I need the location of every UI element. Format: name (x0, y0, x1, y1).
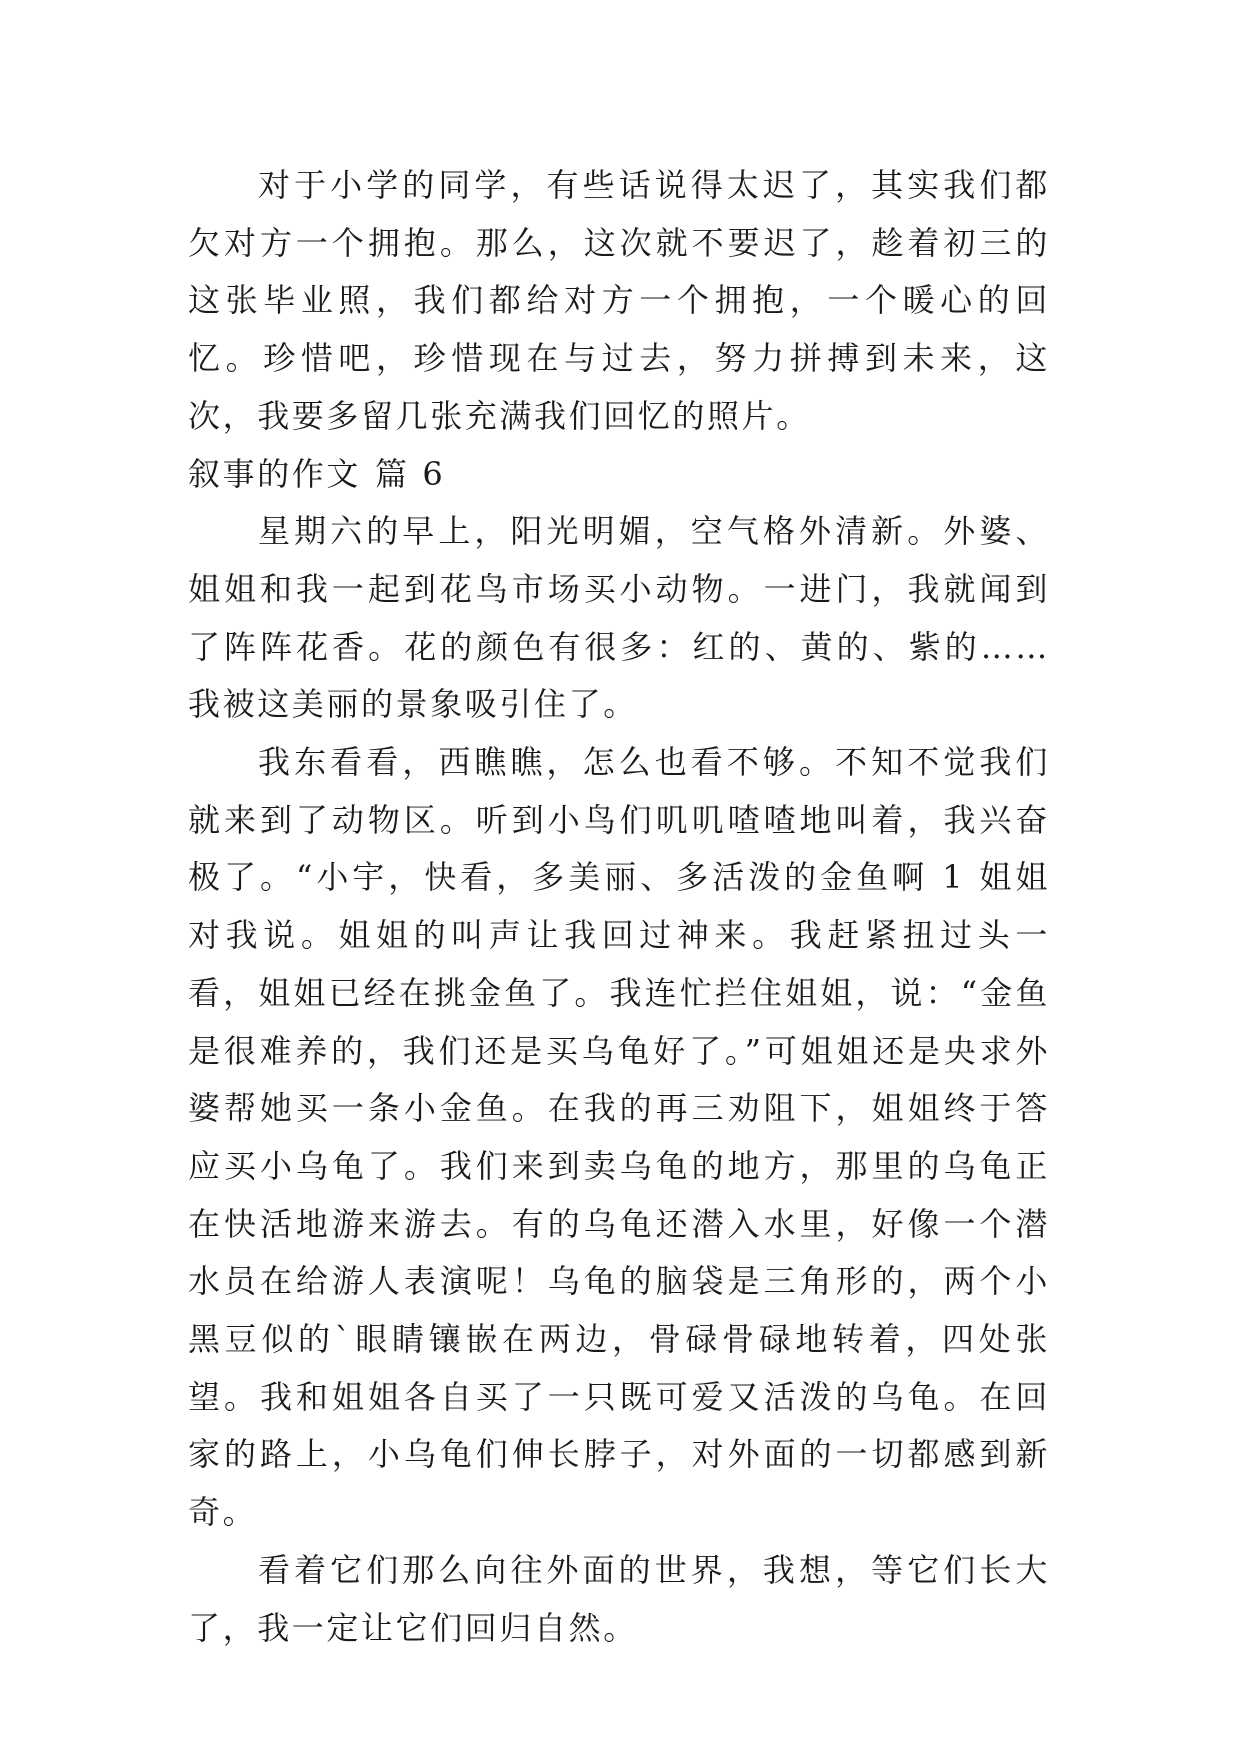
document-body (188, 157, 1050, 1657)
paragraph-graduation-photo: 对于小学的同学，有些话说得太迟了，其实我们都欠对方一个拥抱。那么，这次就不要迟了，趁着初三的这张毕业照，我们都给对方一个拥抱，一个暖心的回忆。珍惜吧，珍惜现在与过去，努力拼搏到未来，这次，我要多留几张充满我们回忆的照片。 (188, 166, 1050, 435)
paragraph-saturday-morning: 星期六的早上，阳光明媚，空气格外清新。外婆、姐姐和我一起到花鸟市场买小动物。一进门，我就闻到了阵阵花香。花的颜色有很多：红的、黄的、紫的……我被这美丽的景象吸引住了。 (188, 512, 1050, 724)
section-title: 叙事的作文 (188, 454, 362, 493)
paragraph-animal-market: 我东看看，西瞧瞧，怎么也看不够。不知不觉我们就来到了动物区。听到小鸟们叽叽喳喳地叫着，我兴奋极了。“小宇，快看，多美丽、多活泼的金鱼啊 1 姐姐对我说。姐姐的叫声让我回过神来。我赶紧扭过头一看，姐姐已经在挑金鱼了。我连忙拦住姐姐，说：“金鱼是很难养的，我们还是买乌龟好了。”可姐姐还是央求外婆帮她买一条小金鱼。在我的再三劝阻下，姐姐终于答应买小乌龟了。我们来到卖乌龟的地方，那里的乌龟正在快活地游来游去。有的乌龟还潜入水里，好像一个潜水员在给游人表演呢！乌龟的脑袋是三角形的，两个小黑豆似的`眼睛镶嵌在两边，骨碌骨碌地转着，四处张望。我和姐姐各自买了一只既可爱又活泼的乌龟。在回家的路上，小乌龟们伸长脖子，对外面的一切都感到新奇。 (188, 743, 1050, 1532)
paragraph-return-to-nature: 看着它们那么向往外面的世界，我想，等它们长大了，我一定让它们回归自然。 (188, 1550, 1050, 1647)
section-number: 篇 6 (375, 454, 446, 493)
section-heading (188, 446, 1050, 504)
